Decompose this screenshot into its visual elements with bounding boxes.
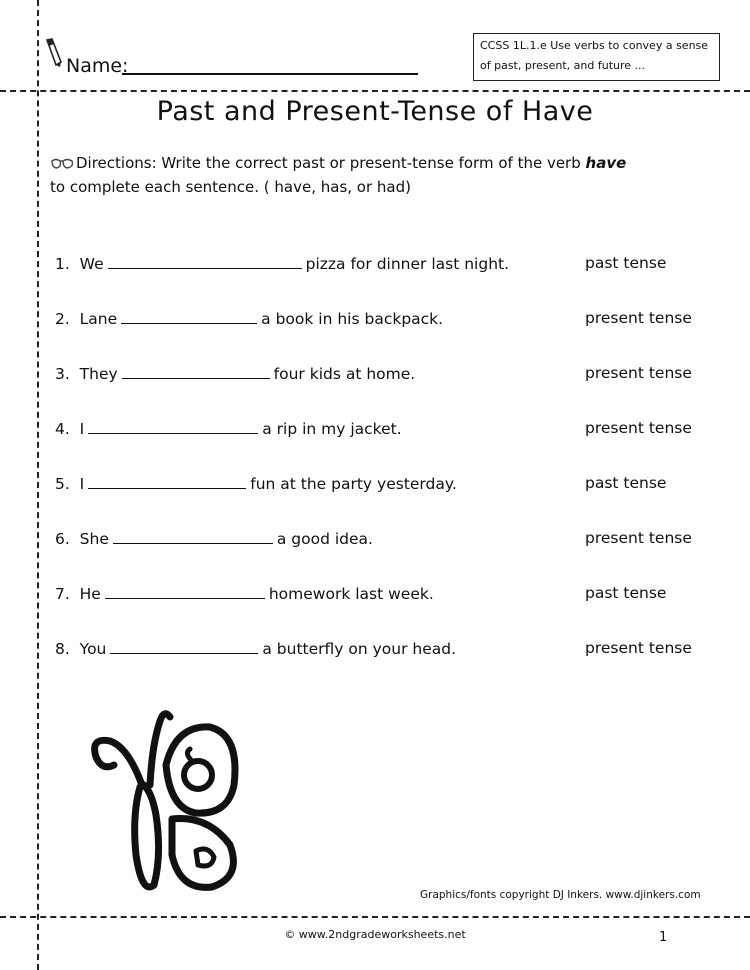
pencil-icon (44, 38, 64, 72)
copyright-text: Graphics/fonts copyright DJ Inkers. www.djinkers.com (420, 889, 701, 901)
top-dashed-divider (0, 90, 750, 92)
question-2: 2. Lane a book in his backpack. present tense (55, 309, 692, 328)
worksheet-title: Past and Present-Tense of Have (156, 96, 594, 127)
question-5: 5. I fun at the party yesterday. past tense (55, 474, 667, 493)
directions-text: Directions: Write the correct past or present-tense form of the verb (76, 154, 581, 172)
answer-blank[interactable] (88, 474, 246, 489)
answer-blank[interactable] (105, 584, 265, 599)
tense-hint: present tense (585, 529, 692, 547)
question-8: 8. You a butterfly on your head. present tense (55, 639, 692, 658)
answer-blank[interactable] (121, 309, 257, 324)
tense-hint: present tense (585, 309, 692, 327)
tense-hint: present tense (585, 419, 692, 437)
butterfly-illustration (80, 705, 245, 909)
glasses-icon (50, 157, 76, 171)
answer-blank[interactable] (122, 364, 270, 379)
website-text: © www.2ndgradeworksheets.net (284, 928, 466, 941)
question-1: 1. We pizza for dinner last night. past tense (55, 254, 667, 273)
tense-hint: present tense (585, 639, 692, 657)
tense-hint: past tense (585, 474, 667, 492)
name-label: Name: (66, 55, 129, 77)
answer-blank[interactable] (113, 529, 273, 544)
name-input-line[interactable] (122, 73, 418, 75)
tense-hint: past tense (585, 584, 667, 602)
question-7: 7. He homework last week. past tense (55, 584, 667, 603)
bottom-dashed-divider (0, 916, 750, 918)
standard-box: CCSS 1L.1.e Use verbs to convey a sense of past, present, and future ... (473, 33, 720, 81)
directions-verb: have (585, 154, 627, 172)
tense-hint: past tense (585, 254, 667, 272)
answer-blank[interactable] (110, 639, 258, 654)
answer-blank[interactable] (88, 419, 258, 434)
tense-hint: present tense (585, 364, 692, 382)
page-number: 1 (659, 930, 668, 945)
question-3: 3. They four kids at home. present tense (55, 364, 692, 383)
question-6: 6. She a good idea. present tense (55, 529, 692, 548)
margin-dashed-line (37, 0, 39, 970)
question-4: 4. I a rip in my jacket. present tense (55, 419, 692, 438)
directions (50, 151, 710, 199)
answer-blank[interactable] (108, 254, 302, 269)
directions-text-2: to complete each sentence. ( have, has, or had) (50, 178, 411, 196)
